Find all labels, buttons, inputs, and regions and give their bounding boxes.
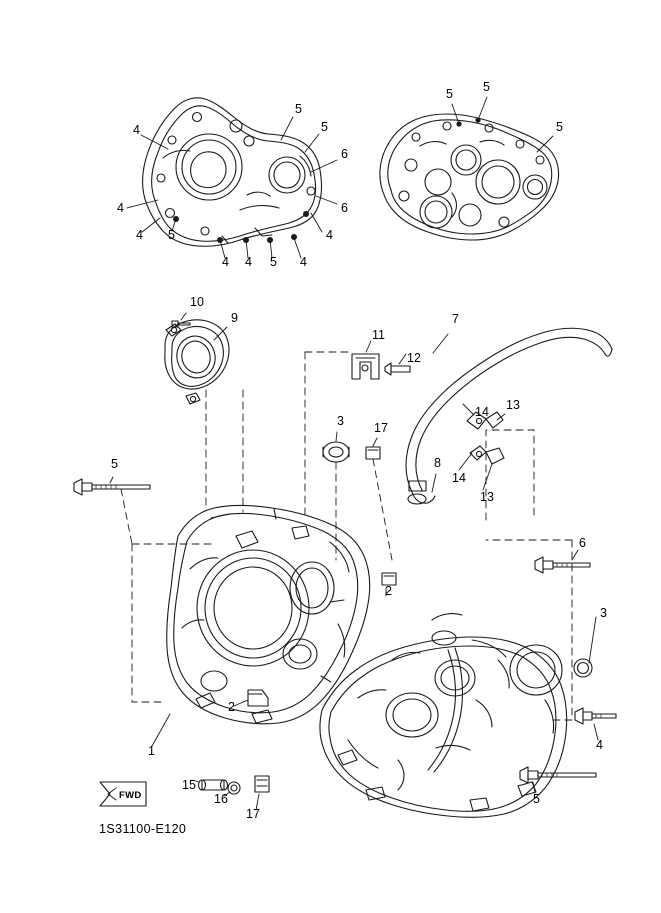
callout-4-g: 4 <box>300 255 307 269</box>
callout-13-a: 13 <box>506 398 520 412</box>
callout-5-h: 5 <box>111 457 118 471</box>
callout-4-e: 4 <box>222 255 229 269</box>
fwd-direction-label: FWD <box>119 790 142 801</box>
callout-4-h: 4 <box>596 738 603 752</box>
callout-8: 8 <box>434 456 441 470</box>
callout-4-f: 4 <box>245 255 252 269</box>
callout-13-b: 13 <box>480 490 494 504</box>
callout-17-a: 17 <box>374 421 388 435</box>
callout-7: 7 <box>452 312 459 326</box>
callout-3-a: 3 <box>337 414 344 428</box>
callout-6-b: 6 <box>341 201 348 215</box>
callout-5-e: 5 <box>446 87 453 101</box>
callout-12: 12 <box>407 351 421 365</box>
callout-11: 11 <box>372 328 385 342</box>
callout-4-a: 4 <box>133 123 140 137</box>
callout-6-a: 6 <box>341 147 348 161</box>
callout-5-a: 5 <box>295 102 302 116</box>
callout-5-f: 5 <box>483 80 490 94</box>
callout-5-c: 5 <box>168 228 175 242</box>
callout-4-d: 4 <box>326 228 333 242</box>
callout-3-b: 3 <box>600 606 607 620</box>
callout-6-c: 6 <box>579 536 586 550</box>
callout-4-c: 4 <box>136 228 143 242</box>
callout-17-b: 17 <box>246 807 260 821</box>
callout-5-d: 5 <box>270 255 277 269</box>
callout-10: 10 <box>190 295 204 309</box>
callout-15: 15 <box>182 778 196 792</box>
callout-16: 16 <box>214 792 228 806</box>
callout-14-a: 14 <box>475 405 489 419</box>
callout-9: 9 <box>231 311 238 325</box>
callout-2-b: 2 <box>228 700 235 714</box>
callout-5-g: 5 <box>556 120 563 134</box>
callout-4-b: 4 <box>117 201 124 215</box>
callout-2-a: 2 <box>385 584 392 598</box>
diagram-part-number: 1S31100-E120 <box>99 822 187 836</box>
callout-14-b: 14 <box>452 471 466 485</box>
callout-1: 1 <box>148 744 155 758</box>
callout-5-i: 5 <box>533 792 540 806</box>
callout-5-b: 5 <box>321 120 328 134</box>
